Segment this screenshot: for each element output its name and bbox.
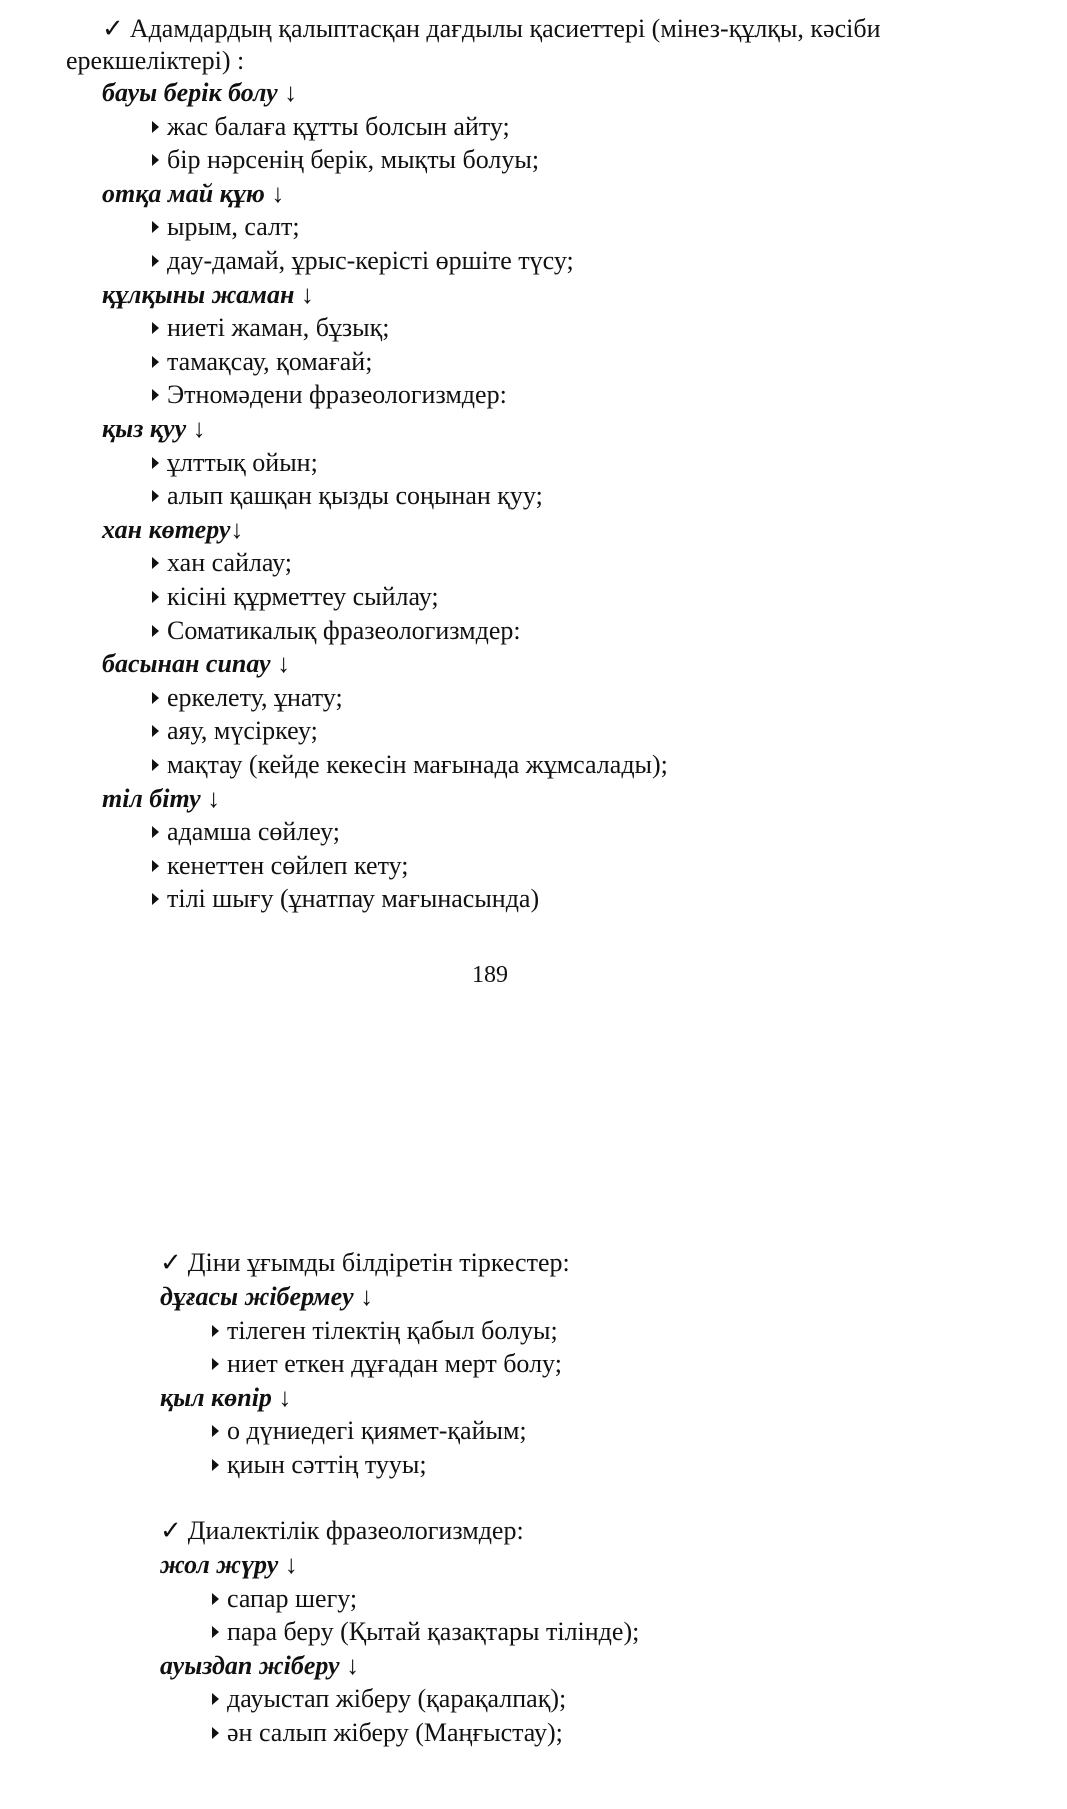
triangle-right-icon [212, 1325, 219, 1337]
phrase-definition [152, 718, 318, 744]
phrase-definition [152, 315, 390, 341]
phrase-term: тіл біту ↓ [102, 783, 221, 813]
triangle-right-icon [212, 1593, 219, 1605]
phrase-definition [152, 550, 292, 576]
triangle-right-icon [212, 1425, 219, 1437]
triangle-right-icon [152, 725, 159, 737]
phrase-definition [212, 1583, 358, 1613]
definition-text: ән салып жіберу (Маңғыстау); [227, 1718, 563, 1747]
definition-text: алып қашқан қызды соңынан қуу; [167, 481, 543, 511]
phrase-definition [152, 819, 340, 845]
phrase-definition [152, 584, 439, 610]
phrase-definition [152, 850, 409, 880]
triangle-right-icon [152, 692, 159, 704]
triangle-right-icon [152, 557, 159, 569]
phrase-definition [212, 1315, 558, 1345]
phrase-term: отқа май құю ↓ [102, 178, 285, 208]
phrase-definition [152, 483, 543, 509]
phrase-definition [212, 1619, 639, 1645]
definition-text: Этномәдени фразеологизмдер: [167, 380, 507, 410]
triangle-right-icon [212, 1459, 219, 1471]
definition-text: тамақсау, қомағай; [167, 346, 373, 376]
phrase-definition [152, 682, 343, 712]
phrase-term: құлқыны жаман ↓ [102, 279, 314, 309]
definition-text: дауыстап жіберу (қарақалпақ); [227, 1684, 567, 1714]
section-heading: ✓ Диалектілік фразеологизмдер: [160, 1516, 524, 1545]
phrase-term: жол жүру ↓ [160, 1550, 298, 1579]
phrase-definition [152, 382, 507, 408]
definition-text: кенеттен сөйлеп кету; [167, 850, 409, 880]
phrase-definition [212, 1720, 563, 1746]
phrase-term: қыз қуу ↓ [102, 414, 206, 443]
definition-text: Соматикалық фразеологизмдер: [167, 615, 521, 645]
definition-text: дау-дамай, ұрыс-керісті өршіте түсу; [167, 246, 574, 275]
phrase-term: ауыздап жіберу ↓ [160, 1650, 360, 1680]
triangle-right-icon [152, 221, 159, 233]
definition-text: ырым, салт; [167, 212, 300, 242]
intro-line-2: ерекшеліктері) : [66, 46, 245, 75]
phrase-definition [152, 447, 318, 477]
definition-text: ұлттық ойын; [167, 447, 318, 477]
phrase-definition [152, 752, 668, 778]
triangle-right-icon [152, 591, 159, 603]
triangle-right-icon [152, 893, 159, 905]
triangle-right-icon [152, 826, 159, 838]
triangle-right-icon [152, 625, 159, 637]
phrase-term: басынан сипау ↓ [102, 649, 291, 679]
definition-text: сапар шегу; [227, 1583, 358, 1613]
definition-text: қиын сәттің тууы; [227, 1450, 427, 1479]
triangle-right-icon [152, 154, 159, 166]
definition-text: тілеген тілектің қабыл болуы; [227, 1315, 558, 1345]
phrase-term: хан көтеру↓ [102, 514, 244, 544]
definition-text: адамша сөйлеу; [167, 817, 341, 847]
definition-text: аяу, мүсіркеу; [167, 716, 318, 746]
definition-text: бір нәрсенің берік, мықты болуы; [167, 145, 540, 175]
phrase-definition [152, 248, 574, 274]
intro-text: Адамдардың қалыптасқан дағдылы қасиеттері (мінез-құлқы, кәсіби [129, 14, 881, 43]
phrase-term: қыл көпір ↓ [160, 1382, 292, 1412]
check-icon: ✓ [102, 14, 124, 43]
definition-text: тілі шығу (ұнатпау мағынасында) [167, 884, 540, 914]
definition-text: ниет еткен дұғадан мерт болу; [227, 1349, 562, 1379]
triangle-right-icon [152, 121, 159, 133]
definition-text: еркелету, ұнату; [167, 682, 343, 712]
triangle-right-icon [212, 1727, 219, 1739]
definition-text: жас балаға құтты болсын айту; [167, 111, 510, 141]
section-heading: ✓ Діни ұғымды білдіретін тіркестер: [160, 1248, 570, 1277]
phrase-definition [152, 346, 373, 376]
definition-text: мақтау (кейде кекесін мағынада жұмсалады); [167, 750, 668, 779]
triangle-right-icon [212, 1358, 219, 1370]
triangle-right-icon [152, 490, 159, 502]
phrase-definition [212, 1351, 562, 1377]
triangle-right-icon [152, 860, 159, 872]
triangle-right-icon [152, 389, 159, 401]
triangle-right-icon [152, 457, 159, 469]
definition-text: хан сайлау; [167, 548, 292, 578]
phrase-definition [152, 886, 539, 912]
triangle-right-icon [152, 759, 159, 771]
triangle-right-icon [152, 322, 159, 334]
phrase-definition [212, 1686, 566, 1712]
triangle-right-icon [212, 1626, 219, 1638]
page-number: 189 [472, 962, 508, 988]
check-icon: ✓ [160, 1248, 182, 1277]
phrase-term: дұғасы жібермеу ↓ [160, 1282, 374, 1311]
phrase-definition [152, 111, 510, 141]
phrase-definition [152, 214, 300, 240]
definition-text: пара беру (Қытай қазақтары тілінде); [227, 1617, 640, 1647]
definition-text: кісіні құрметтеу сыйлау; [167, 582, 439, 611]
definition-text: о дүниедегі қиямет-қайым; [227, 1416, 527, 1446]
phrase-term: бауы берік болу ↓ [102, 78, 298, 107]
phrase-definition [212, 1452, 427, 1478]
phrase-definition [152, 615, 521, 645]
phrase-definition [152, 147, 539, 173]
check-icon: ✓ [160, 1516, 182, 1545]
triangle-right-icon [152, 255, 159, 267]
intro-line [102, 16, 880, 42]
triangle-right-icon [152, 356, 159, 368]
phrase-definition [212, 1418, 527, 1444]
definition-text: ниеті жаман, бұзық; [167, 313, 390, 343]
triangle-right-icon [212, 1693, 219, 1705]
